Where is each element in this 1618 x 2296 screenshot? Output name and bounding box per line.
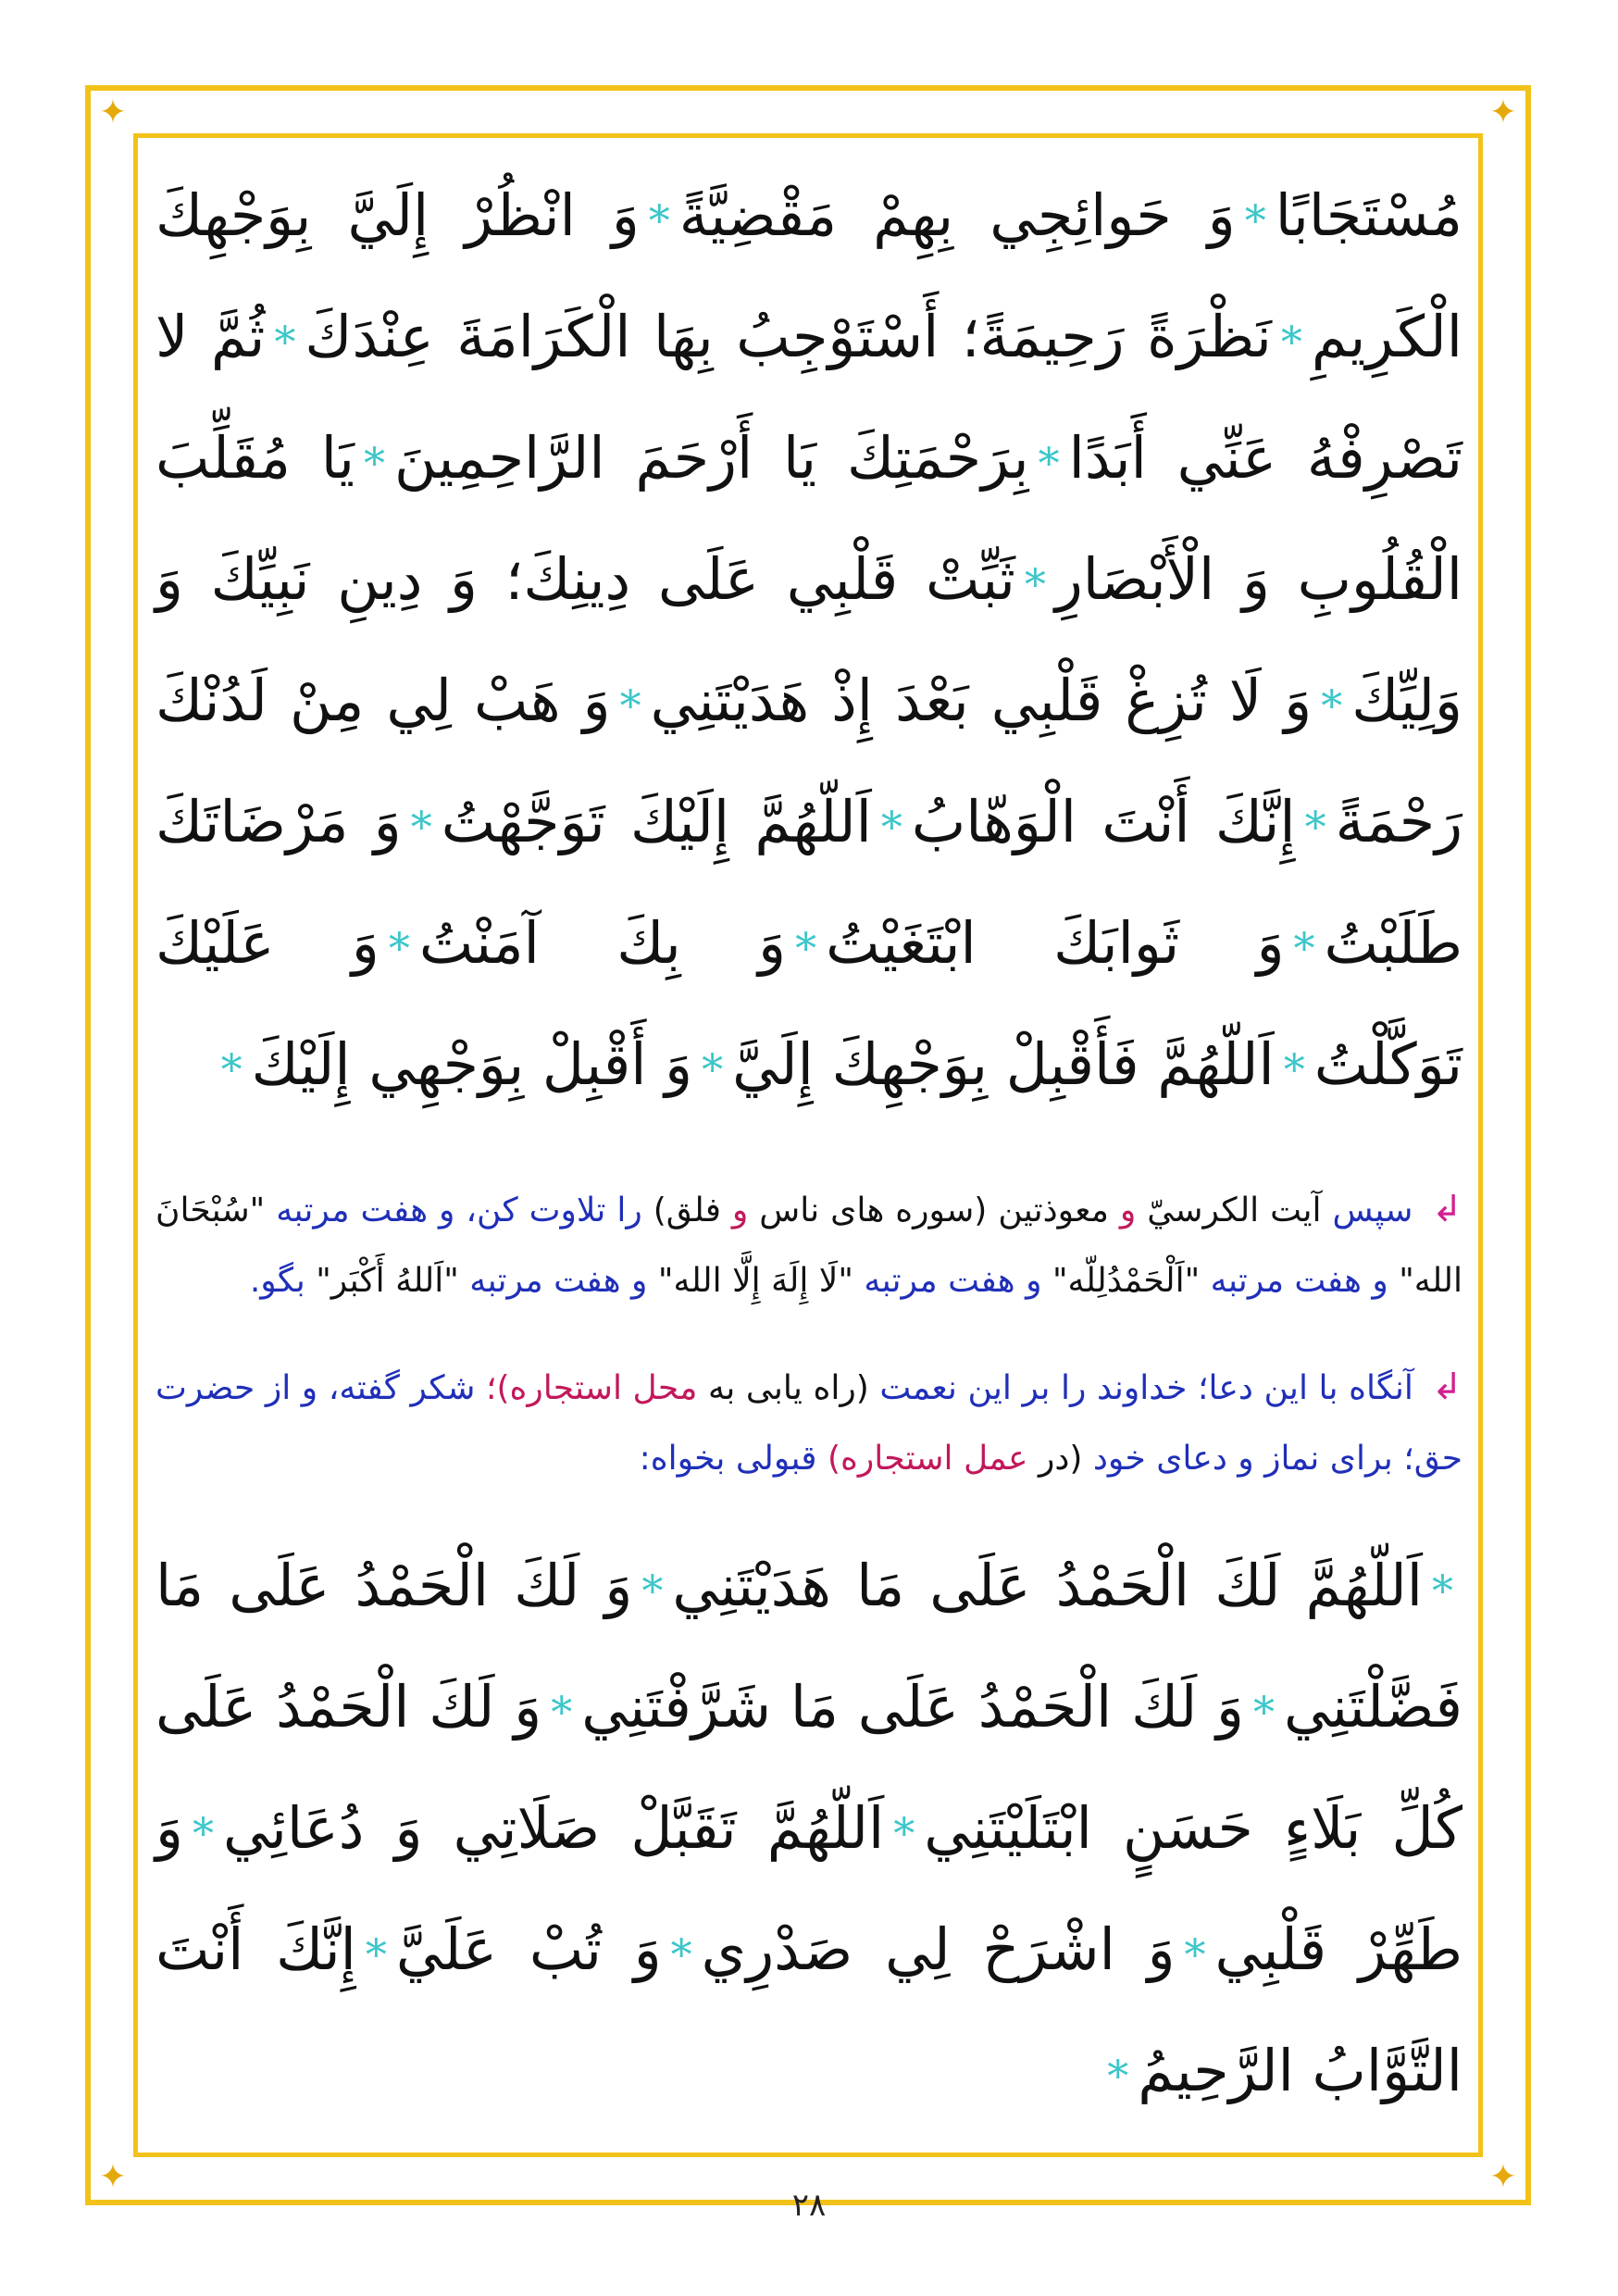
separator-icon: *	[365, 1929, 387, 1979]
prayer-segment: إِنَّكَ أَنْتَ التَّوَّابُ الرَّحِيمُ	[156, 1915, 1462, 2104]
prayer-segment: وَ مَرْضَاتَكَ طَلَبْتُ	[156, 788, 1462, 977]
prayer-segment: نَظْرَةً رَحِيمَةً؛ أَسْتَوْجِبُ بِهَا الْكَرَامَةَ عِنْدَكَ	[305, 303, 1272, 370]
instruction-text: (راه یابی به	[707, 1369, 869, 1407]
separator-icon: *	[619, 680, 641, 730]
prayer-segment: اَللّهُمَّ إِلَيْكَ تَوَجَّهْتُ	[441, 788, 872, 855]
separator-icon: *	[893, 1808, 915, 1858]
prayer-segment: وَ طَهِّرْ قَلْبِي	[156, 1794, 1462, 1983]
bullet-arrow-icon: ↲	[1431, 1188, 1462, 1230]
instruction-paragraph-2	[156, 1352, 1462, 1494]
separator-icon: *	[880, 802, 902, 852]
separator-icon: *	[192, 1808, 214, 1858]
instruction-text: و	[731, 1192, 749, 1229]
separator-icon: *	[388, 923, 410, 973]
separator-icon: *	[1304, 802, 1326, 852]
prayer-segment: وَ لَا تُزِغْ قَلْبِي بَعْدَ إِذْ هَدَيْتَنِي	[650, 667, 1313, 734]
prayer-segment: وَ بِكَ آمَنْتُ	[418, 909, 787, 977]
instruction-text: و هفت مرتبه	[864, 1262, 1042, 1300]
separator-icon: *	[1280, 317, 1302, 367]
separator-icon: *	[641, 1566, 664, 1616]
prayer-segment: وَ لَكَ الْحَمْدُ عَلَى مَا فَضَّلْتَنِي	[156, 1552, 1462, 1741]
corner-ornament-icon: ✦	[98, 94, 128, 131]
prayer-segment: اَللّهُمَّ لَكَ الْحَمْدُ عَلَى مَا هَدَيْتَنِي	[672, 1552, 1423, 1619]
instruction-text: (سوره های ناس	[759, 1192, 988, 1229]
instruction-paragraph-1	[156, 1174, 1462, 1316]
instruction-text: معوذتین	[998, 1192, 1109, 1229]
corner-ornament-icon: ✦	[1488, 2158, 1518, 2196]
separator-icon: *	[1283, 1044, 1305, 1094]
prayer-segment: وَ لَكَ الْحَمْدُ عَلَى مَا شَرَّفْتَنِي	[581, 1673, 1244, 1741]
prayer-segment: وَ أَقْبِلْ بِوَجْهِي إِلَيْكَ	[251, 1030, 693, 1098]
prayer-segment: وَ تُبْ عَلَيَّ	[395, 1915, 662, 1983]
separator-icon: *	[1252, 1687, 1275, 1737]
prayer-segment: وَ لَكَ الْحَمْدُ عَلَى كُلِّ بَلَاءٍ حَسَنٍ ابْتَلَيْتَنِي	[156, 1673, 1462, 1862]
separator-icon: *	[1184, 1929, 1206, 1979]
separator-icon: *	[551, 1687, 573, 1737]
instruction-text: و هفت مرتبه	[1210, 1262, 1388, 1300]
separator-icon: *	[1107, 2051, 1129, 2101]
instruction-text: سپس	[1332, 1192, 1413, 1229]
separator-icon: *	[220, 1044, 243, 1094]
prayer-segment: ثُمَّ لا تَصْرِفْهُ عَنِّي أَبَدًا	[156, 303, 1462, 492]
prayer-segment: وَ ثَوابَكَ ابْتَغَيْتُ	[826, 909, 1285, 977]
prayer-segment: وَ انْظُرْ إِلَيَّ بِوَجْهِكَ الْكَرِيمِ	[156, 181, 1462, 370]
instruction-text: عمل استجاره)	[827, 1440, 1028, 1478]
separator-icon: *	[1244, 195, 1266, 245]
instruction-text: "سُبْحَانَ الله"	[156, 1192, 1462, 1300]
instruction-text: شکر گفته، و از حضرت حق؛ برای نماز و دعای خود	[156, 1369, 1462, 1478]
separator-icon: *	[670, 1929, 692, 1979]
corner-ornament-icon: ✦	[98, 2158, 128, 2196]
prayer-segment: إِنَّكَ أَنْتَ الْوَهّابُ	[911, 788, 1296, 855]
separator-icon: *	[648, 195, 670, 245]
instruction-text: آیت الکرسيّ	[1147, 1192, 1322, 1229]
prayer-segment: اَللّهُمَّ فَأَقْبِلْ بِوَجْهِكَ إِلَيَّ	[732, 1030, 1275, 1098]
page-content	[156, 157, 1462, 2134]
prayer-segment: مُسْتَجَابًا	[1275, 181, 1462, 249]
prayer-segment: وَ هَبْ لِي مِنْ لَدُنْكَ رَحْمَةً	[156, 667, 1463, 855]
instruction-text: بگو.	[249, 1262, 305, 1300]
instruction-text: فلق)	[653, 1192, 721, 1229]
prayer-segment: اَللّهُمَّ تَقَبَّلْ صَلَاتِي وَ دُعَائِي	[222, 1794, 885, 1862]
corner-ornament-icon: ✦	[1488, 94, 1518, 131]
instruction-text: (در	[1038, 1440, 1083, 1478]
separator-icon: *	[363, 438, 385, 488]
instruction-text: را تلاوت کن، و هفت مرتبه	[276, 1192, 642, 1229]
separator-icon: *	[1321, 680, 1343, 730]
instruction-text: و	[1119, 1192, 1137, 1229]
separator-icon: *	[1024, 559, 1046, 609]
prayer-segment: يَا مُقَلِّبَ الْقُلُوبِ وَ الْأَبْصَارِ	[156, 424, 1462, 613]
prayer-segment: وَ حَوائِجِي بِهِمْ مَقْضِيَّةً	[678, 181, 1236, 249]
separator-icon: *	[702, 1044, 724, 1094]
instruction-text: "اَلْحَمْدُلِلّه"	[1052, 1262, 1201, 1300]
page-number: ۲۸	[791, 2187, 827, 2224]
bullet-arrow-icon: ↲	[1431, 1366, 1462, 1408]
separator-icon: *	[1038, 438, 1060, 488]
separator-icon: *	[274, 317, 296, 367]
separator-icon: *	[1293, 923, 1315, 973]
prayer-paragraph-1	[156, 157, 1462, 1128]
separator-icon: *	[410, 802, 432, 852]
separator-icon: *	[1432, 1566, 1453, 1616]
prayer-segment: وَ اشْرَحْ لِي صَدْرِي	[701, 1915, 1176, 1983]
instruction-text: "اَللهُ أَكْبَر"	[316, 1262, 459, 1300]
instruction-text: و هفت مرتبه	[469, 1262, 648, 1300]
instruction-text: محل استجاره)؛	[486, 1369, 698, 1407]
instruction-text: "لَا إِلَهَ إِلَّا الله"	[657, 1262, 853, 1300]
prayer-segment: بِرَحْمَتِكَ يَا أَرْحَمَ الرَّاحِمِينَ	[393, 424, 1029, 492]
separator-icon: *	[795, 923, 817, 973]
instruction-text: آنگاه با این دعا؛ خداوند را بر این نعمت	[879, 1369, 1413, 1407]
prayer-segment: ثَبِّتْ قَلْبِي عَلَى دِينِكَ؛ وَ دِينِ نَبِيِّكَ وَ وَلِيِّكَ	[156, 545, 1462, 734]
prayer-segment: وَ عَلَيْكَ تَوَكَّلْتُ	[156, 909, 1462, 1098]
prayer-paragraph-2	[156, 1528, 1462, 2134]
instruction-text: قبولی بخواه:	[639, 1440, 817, 1478]
